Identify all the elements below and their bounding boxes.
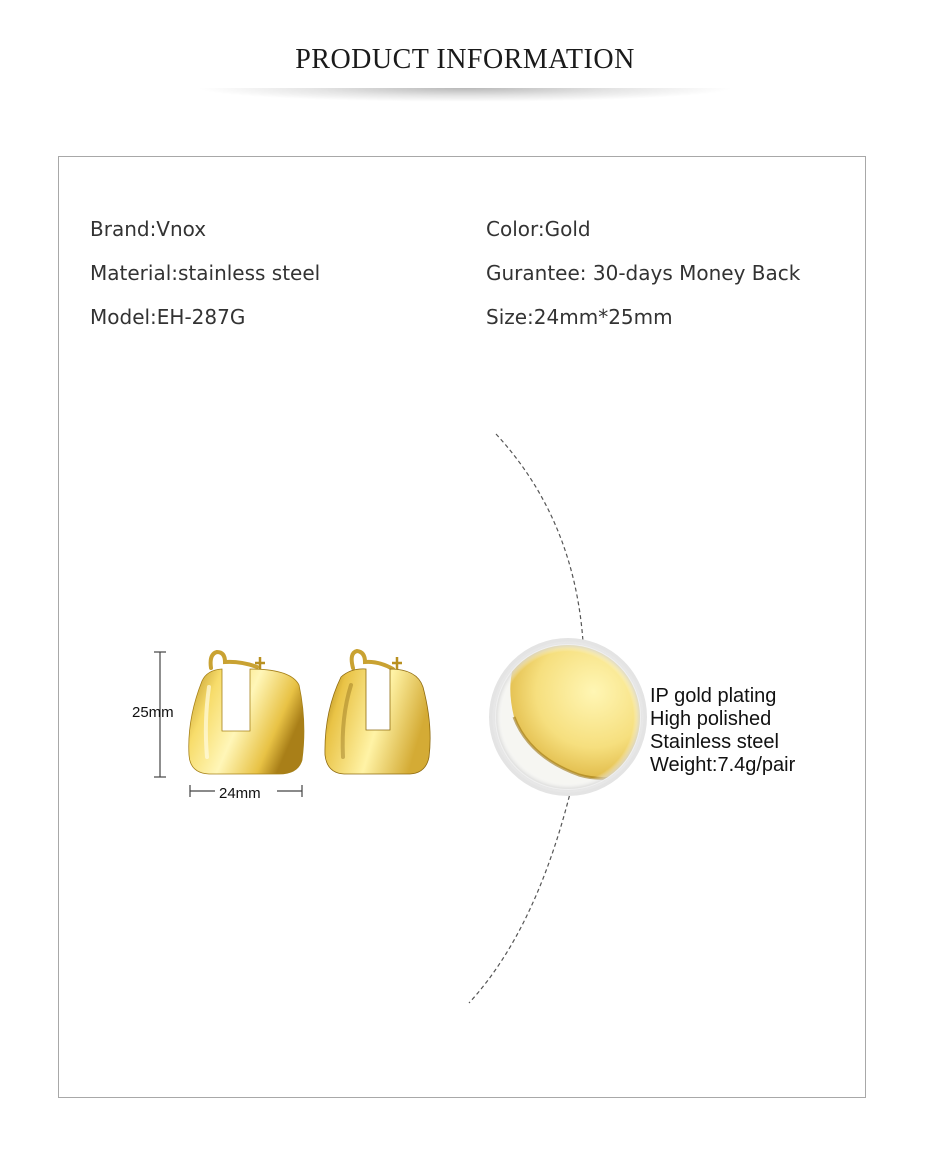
page-title: PRODUCT INFORMATION (295, 44, 635, 75)
spec-material: Material:stainless steel (90, 261, 321, 285)
product-info-card (58, 156, 866, 1098)
title-divider-shadow (195, 88, 735, 102)
spec-guarantee: Gurantee: 30-days Money Back (486, 261, 801, 285)
feature-ip-gold-plating: IP gold plating (650, 685, 777, 707)
width-dimension-label: 24mm (219, 785, 261, 802)
earring-right (325, 651, 430, 774)
product-illustration (59, 157, 867, 1099)
earring-left (189, 652, 304, 774)
feature-high-polished: High polished (650, 708, 772, 730)
feature-stainless-steel: Stainless steel (650, 731, 779, 753)
spec-brand: Brand:Vnox (90, 217, 207, 241)
height-dimension-label: 25mm (132, 704, 174, 721)
spec-color: Color:Gold (486, 217, 591, 241)
spec-model: Model:EH-287G (90, 305, 246, 329)
spec-size: Size:24mm*25mm (486, 305, 673, 329)
feature-weight: Weight:7.4g/pair (650, 754, 796, 776)
polish-zoom-circle (489, 637, 649, 797)
